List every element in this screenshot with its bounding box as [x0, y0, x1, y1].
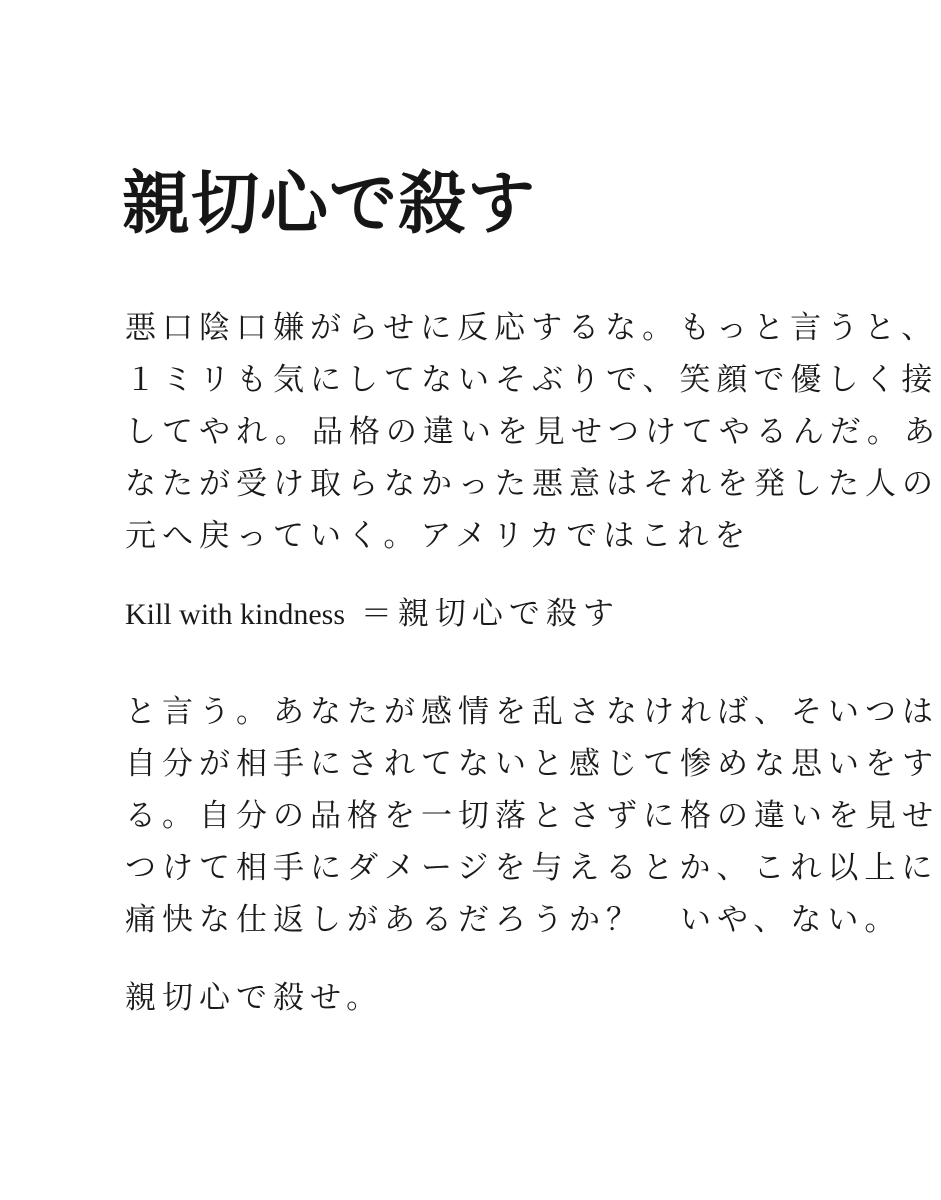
text-line: 悪口陰口嫌がらせに反応するな。もっと言うと、	[125, 310, 939, 346]
closing-line: 親切心で殺せ。	[125, 980, 384, 1016]
text-line: 元へ戻っていく。アメリカではこれを	[125, 518, 752, 554]
text-line: と言う。あなたが感情を乱さなければ、そいつは	[125, 694, 939, 730]
quote-line	[125, 588, 620, 641]
text-line: る。自分の品格を一切落とさずに格の違いを見せ	[125, 798, 939, 834]
text-line: してやれ。品格の違いを見せつけてやるんだ。あ	[125, 414, 941, 450]
paragraph-explanation	[125, 686, 939, 946]
text-line: なたが受け取らなかった悪意はそれを発した人の	[125, 466, 939, 502]
quote-japanese: ＝親切心で殺す	[360, 596, 620, 632]
paragraph-intro	[125, 302, 941, 562]
text-line: 痛快な仕返しがあるだろうか？ いや、ない。	[125, 902, 902, 938]
text-line: つけて相手にダメージを与えるとか、これ以上に	[125, 850, 939, 886]
page-title: 親切心で殺す	[122, 165, 537, 244]
quote-english: Kill with kindness	[125, 598, 346, 631]
text-line: １ミリも気にしてないそぶりで、笑顔で優しく接	[125, 362, 939, 398]
text-line: 自分が相手にされてないと感じて惨めな思いをす	[125, 746, 939, 782]
